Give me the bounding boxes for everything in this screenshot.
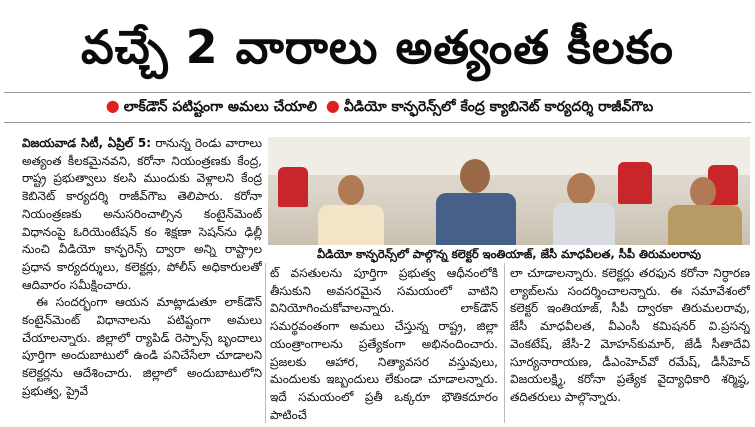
article-column-1 <box>22 135 262 423</box>
article-paragraph <box>22 135 262 294</box>
top-divider <box>4 92 751 93</box>
paragraph-text: లా చూడాలన్నారు. కలెక్టర్లు తరఫున కరోనా నిర్ధారణ ల్యాబ్‌లను సందర్శించాలన్నారు. ఈ సమావేశంలో కలెక్టర్ ఇంతియాజ్, సీపీ ద్వారకా తిరుమలరావు, జేసీ మాధవీలత, వీఎంసీ కమిషనర్ వి.ప్రసన్న వెంకటేష్, జేసీ-2 మోహన్‌కుమార్, జేడీ సీతాదేవి సూర్యనారాయణ, డీఎంహెచ్‌వో రమేష్, డీసీహెచ్ విజయలక్ష్మి, కరోనా ప్రత్యేక వైద్యాధికారి శర్మిష్ఠ, తదితరులు పాల్గొన్నారు. <box>510 266 750 404</box>
subheadline-1: లాక్‌డౌన్ పటిష్టంగా అమలు చేయాలి <box>123 99 317 115</box>
article-column-2 <box>270 265 498 423</box>
paragraph-text: రానున్న రెండు వారాలు అత్యంత కీలకమైనవని, కరోనా నియంత్రణకు కేంద్ర, రాష్ట్ర ప్రభుత్వాలు కలసి ముందుకు వెళ్లాలని కేంద్ర కెబినెట్ కార్యదర్శి రాజీవ్‌గౌబ తెలిపారు. కరోనా నియంత్రణకు అనుసరించాల్సిన కంటైన్‌మెంట్ విధానంపై ఓరియెంటేషన్ కం శిక్షణా సెషన్‌ను ఢిల్లీ నుంచి వీడియో కాన్ఫరెన్స్ ద్వారా అన్ని రాష్ట్రాల ప్రధాన కార్యదర్శులు, కలెక్టర్లు, పోలీస్ అధికారులతో ఆదివారం సమీక్షించారు. <box>22 136 262 292</box>
headline: వచ్చే 2 వారాలు అత్యంత కీలకం <box>81 20 674 74</box>
article-column-3 <box>510 265 750 423</box>
chair <box>278 167 308 207</box>
red-bullet-icon: ● <box>105 96 120 115</box>
article-paragraph <box>22 294 262 400</box>
subheadline <box>0 94 755 118</box>
subheadline-2: వీడియో కాన్ఫరెన్స్‌లో కేంద్ర క్యాబినెట్ కార్యదర్శి రాజీవ్‌గౌబ <box>343 99 654 115</box>
photo-caption: వీడియో కాన్ఫరెన్స్‌లో పాల్గొన్న కలెక్టర్ ఇంతియాజ్, జేసీ మాధవీలత, సీపీ తిరుమలరావు <box>268 245 750 263</box>
paragraph-text: ట్ వసతులను పూర్తిగా ప్రభుత్వ ఆధీనంలోకి తీసుకుని అవసరమైన సమయంలో వాటిని వినియోగించుకోవాలన్నారు. లాక్‌డౌన్ సమర్థవంతంగా అమలు చేస్తున్న రాష్ట్ర, జిల్లా యంత్రాంగాలను ప్రత్యేకంగా అభినందించారు. ప్రజలకు ఆహార, నిత్యావసర వస్తువులు, మందులకు ఇబ్బందులు లేకుండా చూడాలన్నారు. ఇదే సమయంలో ప్రతీ ఒక్కరూ భౌతికదూరం పాటించే <box>270 266 498 422</box>
meeting-photo <box>268 137 750 245</box>
bottom-divider <box>4 122 751 123</box>
column-divider <box>504 263 505 423</box>
column-divider <box>265 263 266 423</box>
red-bullet-icon: ● <box>325 96 340 115</box>
chair <box>618 162 652 204</box>
paragraph-text: ఈ సందర్భంగా ఆయన మాట్లాడుతూ లాక్‌డౌన్ కంటైన్‌మెంట్ విధానాలను పటిష్టంగా అమలు చేయాలన్నారు. జిల్లాలో ర్యాపిడ్ రెస్పాన్స్ బృందాలు పూర్తిగా అందుబాటులో ఉండి పనిచేసేలా చూడాలని కలెక్టర్లను ఆదేశించారు. జిల్లాలో అందుబాటులోని ప్రభుత్వ, ప్రైవే <box>22 295 262 398</box>
photo-wall <box>268 137 750 175</box>
dateline: విజయవాడ సిటీ, ఏప్రిల్ 5: <box>22 136 152 150</box>
